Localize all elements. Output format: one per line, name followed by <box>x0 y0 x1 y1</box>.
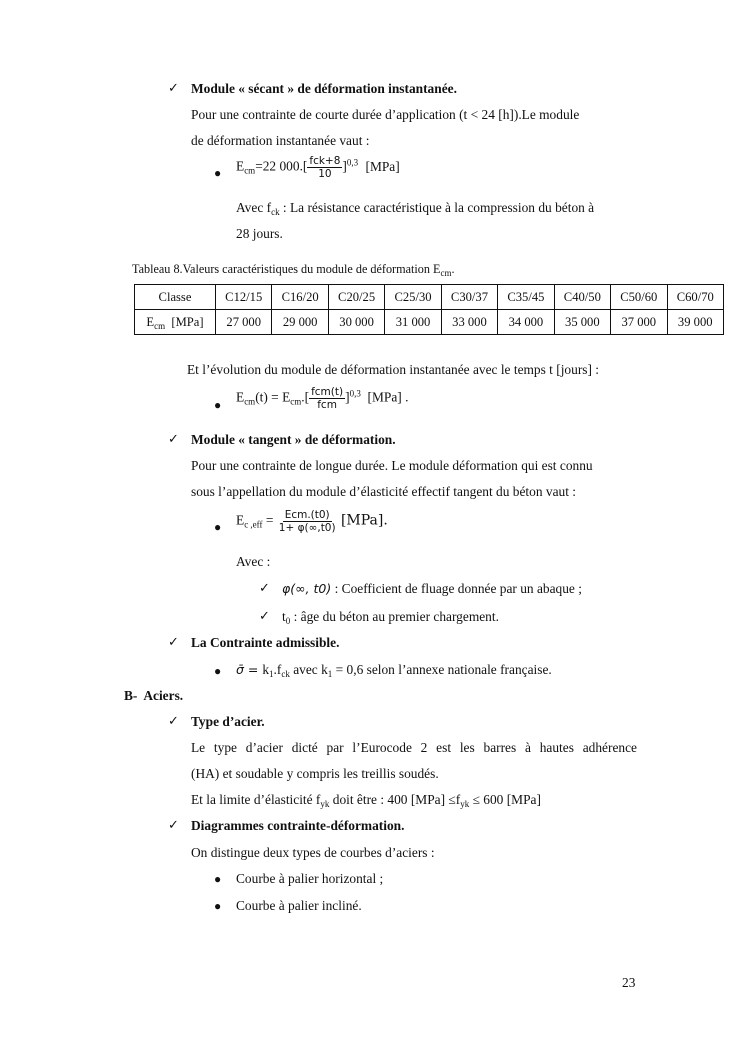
steel-type-line-3: Et la limite d’élasticité $f_{yk}$ doit être : 400 $[MPa] \le f_{yk} \le 600$ [MPa] <box>191 792 541 809</box>
check-icon: ✓ <box>259 609 270 624</box>
bullet-icon: ● <box>214 398 222 412</box>
table-cell: 31 000 <box>385 310 441 335</box>
section-b-heading: B- Aciers. <box>124 688 184 703</box>
list-item: Courbe à palier incliné. <box>236 898 362 913</box>
check-icon: ✓ <box>168 81 179 96</box>
tangent-line-1: Pour une contrainte de longue durée. Le module déformation qui est connu <box>191 458 593 473</box>
table-cell: 30 000 <box>328 310 384 335</box>
secant-heading: Module « sécant » de déformation instantanée. <box>191 81 457 96</box>
table-cell: C60/70 <box>667 285 724 310</box>
tangent-line-2: sous l’appellation du module d’élasticité effectif tangent du béton vaut : <box>191 484 576 499</box>
evolution-formula: $E_{cm}(t) = E_{cm}$.[ $\frac{\text{fcm(t)}}{\text{fcm}}$ ]$^{0,3}$ [MPa] . <box>236 386 409 412</box>
check-icon: ✓ <box>168 432 179 447</box>
table-cell: 29 000 <box>272 310 328 335</box>
bullet-icon: ● <box>214 520 222 534</box>
evolution-line: Et l’évolution du module de déformation instantanée avec le temps t [jours] : <box>187 362 600 377</box>
table-cell: 35 000 <box>554 310 610 335</box>
bullet-icon: ● <box>214 899 222 913</box>
table-header-ecm: $E_{cm}$ [MPa] <box>135 310 216 335</box>
admissible-formula: σ̄ = $k_1.f_{ck}$ avec $k_1 = 0,6$ selon l’annexe nationale française. <box>236 662 552 679</box>
tangent-fraction: $\frac{\text{Ecm.(t0)}}{1+ \varphi(\infty,t0)}$ <box>278 509 336 535</box>
table-cell: C20/25 <box>328 285 384 310</box>
table-cell: 27 000 <box>216 310 272 335</box>
tangent-item-2: $t_0$ : âge du béton au premier chargement. <box>282 609 499 626</box>
evolution-fraction: $\frac{\text{fcm(t)}}{\text{fcm}}$ <box>311 386 344 412</box>
table-cell: 34 000 <box>498 310 554 335</box>
secant-avec-line-2: 28 jours. <box>236 226 283 241</box>
check-icon: ✓ <box>168 635 179 650</box>
tangent-formula: $E_{c ,eff}$ = $\frac{\text{Ecm.(t0)}}{1+ \varphi(\infty,t0)}$ [MPa]. <box>236 509 388 535</box>
tangent-item-1: φ(∞, t0) : Coefficient de fluage donnée par un abaque ; <box>282 581 582 596</box>
admissible-heading: La Contrainte admissible. <box>191 635 340 650</box>
diagrams-line-1: On distingue deux types de courbes d’aciers : <box>191 845 435 860</box>
secant-avec: Avec $f_{ck}$ : La résistance caractéristique à la compression du béton à <box>236 200 595 217</box>
secant-line-1: Pour une contrainte de courte durée d’application (t < 24 [h]).Le module <box>191 107 580 122</box>
check-icon: ✓ <box>168 714 179 729</box>
table-cell: C12/15 <box>216 285 272 310</box>
table-cell: C35/45 <box>498 285 554 310</box>
table-cell: C25/30 <box>385 285 441 310</box>
steel-type-line-2: (HA) et soudable y compris les treillis soudés. <box>191 766 439 781</box>
table-header-classe: Classe <box>135 285 216 310</box>
table-cell: C16/20 <box>272 285 328 310</box>
table-row-classes <box>135 285 724 310</box>
table-caption: Tableau 8.Valeurs caractéristiques du module de déformation $E_{cm}$. <box>132 262 455 278</box>
secant-fraction: $\frac{\text{fck+8}}{10}$ <box>309 155 341 181</box>
secant-line-2: de déformation instantanée vaut : <box>191 133 370 148</box>
tangent-avec: Avec : <box>236 554 271 569</box>
table-cell: 33 000 <box>441 310 497 335</box>
table-cell: 39 000 <box>667 310 724 335</box>
bullet-icon: ● <box>214 664 222 678</box>
table-cell: C40/50 <box>554 285 610 310</box>
table-cell: C30/37 <box>441 285 497 310</box>
tangent-heading: Module « tangent » de déformation. <box>191 432 396 447</box>
steel-type-heading: Type d’acier. <box>191 714 265 729</box>
page-number: 23 <box>622 975 636 990</box>
table-row-values <box>135 310 724 335</box>
bullet-icon: ● <box>214 872 222 886</box>
table-cell: 37 000 <box>611 310 667 335</box>
bullet-icon: ● <box>214 166 222 180</box>
values-table <box>134 284 724 335</box>
check-icon: ✓ <box>168 818 179 833</box>
steel-type-line-1: Le type d’acier dicté par l’Eurocode 2 est les barres à hautes adhérence <box>191 740 637 755</box>
secant-formula: $E_{cm}=22$ 000.[ $\frac{\text{fck+8}}{10}$ ]$^{0,3}$ [MPa] <box>236 155 400 181</box>
list-item: Courbe à palier horizontal ; <box>236 871 384 886</box>
diagrams-heading: Diagrammes contrainte-déformation. <box>191 818 405 833</box>
check-icon: ✓ <box>259 581 270 596</box>
table-cell: C50/60 <box>611 285 667 310</box>
